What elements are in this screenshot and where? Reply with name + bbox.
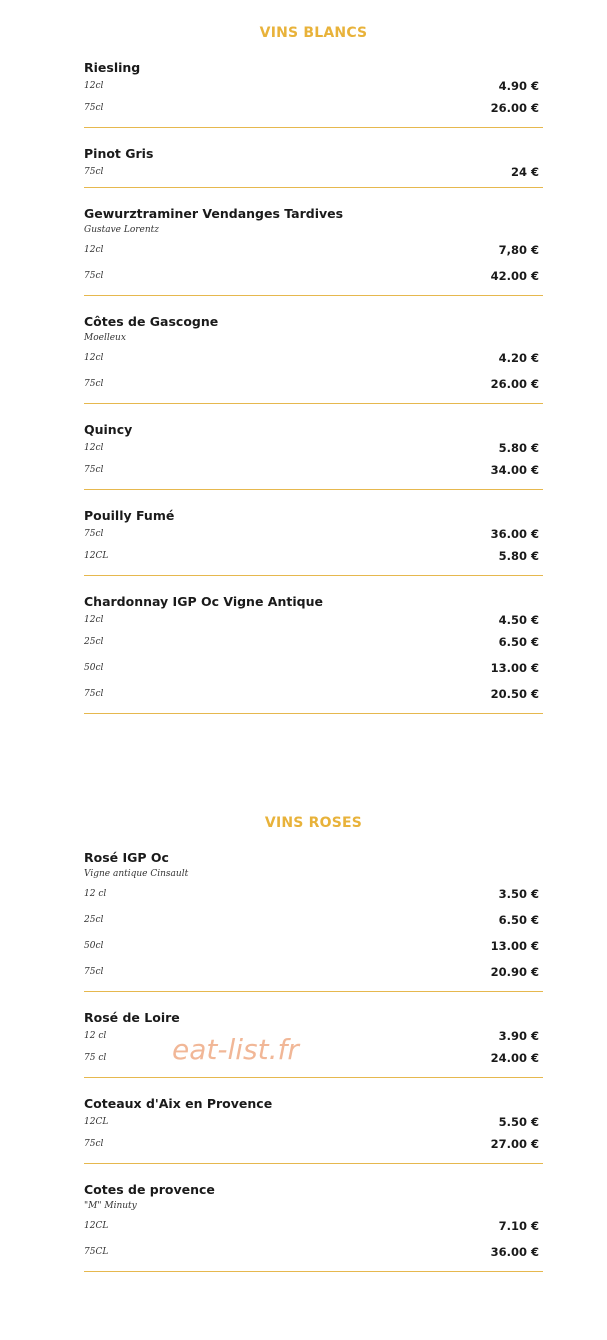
price: 42.00 € [490,269,539,283]
wine-item [84,42,543,128]
serving-size: 12cl [84,443,104,453]
wine-name: Rosé de Loire [84,1010,180,1025]
wine-name: Riesling [84,60,141,75]
price-row [84,263,543,289]
serving-size: 12cl [84,245,104,255]
price: 13.00 € [490,939,539,953]
wine-name: Coteaux d'Aix en Provence [84,1096,273,1111]
price-row [84,611,543,629]
serving-size: 25cl [84,915,104,925]
serving-size: 12CL [84,551,109,561]
wine-name: Chardonnay IGP Oc Vigne Antique [84,594,323,609]
wine-item [84,992,543,1078]
serving-size: 50cl [84,941,104,951]
serving-size: 75cl [84,967,104,977]
serving-size: 75CL [84,1247,109,1257]
price-row [84,457,543,483]
price-row [84,1213,543,1239]
serving-size: 12 cl [84,889,107,899]
price: 26.00 € [490,377,539,391]
watermark: eat-list.fr [172,1033,299,1066]
price: 3.50 € [498,887,539,901]
price: 24.00 € [490,1051,539,1065]
serving-size: 25cl [84,637,104,647]
item-list [84,832,543,1272]
section-title: VINS BLANCS [259,25,368,41]
price-row [84,1131,543,1157]
price-row [84,525,543,543]
price: 7,80 € [498,243,539,257]
price: 4.20 € [498,351,539,365]
wine-description: Moelleux [84,333,126,343]
price: 4.50 € [498,613,539,627]
serving-size: 75cl [84,689,104,699]
price: 4.90 € [498,79,539,93]
wine-item [84,832,543,992]
price-row [84,439,543,457]
serving-size: 75cl [84,271,104,281]
wine-item [84,188,543,296]
serving-size: 12cl [84,353,104,363]
serving-size: 75cl [84,379,104,389]
price-row [84,1027,543,1045]
serving-size: 12CL [84,1221,109,1231]
price-row [84,163,543,181]
serving-size: 75cl [84,103,104,113]
wine-item [84,128,543,188]
wine-name: Rosé IGP Oc [84,850,169,865]
price: 24 € [510,165,539,179]
wine-name: Côtes de Gascogne [84,314,219,329]
wine-item [84,404,543,490]
price-row [84,1045,543,1071]
price-row [84,237,543,263]
price: 20.50 € [490,687,539,701]
serving-size: 75cl [84,465,104,475]
price: 34.00 € [490,463,539,477]
price-row [84,77,543,95]
price: 5.80 € [498,441,539,455]
price: 6.50 € [498,913,539,927]
price-row [84,881,543,907]
wine-name: Pinot Gris [84,146,154,161]
serving-size: 12cl [84,81,104,91]
price: 13.00 € [490,661,539,675]
price: 6.50 € [498,635,539,649]
wine-name: Gewurztraminer Vendanges Tardives [84,206,344,221]
wine-item [84,1164,543,1272]
serving-size: 75cl [84,167,104,177]
price-row [84,1113,543,1131]
price-row [84,959,543,985]
price-row [84,629,543,655]
price: 26.00 € [490,101,539,115]
price-row [84,543,543,569]
price-row [84,655,543,681]
wine-description: Gustave Lorentz [84,225,160,235]
section-vins-roses [84,814,543,1272]
wine-item [84,490,543,576]
price: 36.00 € [490,527,539,541]
serving-size: 12cl [84,615,104,625]
serving-size: 50cl [84,663,104,673]
price: 20.90 € [490,965,539,979]
wine-item [84,576,543,714]
wine-name: Quincy [84,422,133,437]
price-row [84,371,543,397]
price: 5.50 € [498,1115,539,1129]
serving-size: 75cl [84,1139,104,1149]
wine-item [84,296,543,404]
serving-size: 12 cl [84,1031,107,1041]
wine-description: Vigne antique Cinsault [84,869,189,879]
price: 3.90 € [498,1029,539,1043]
wine-name: Pouilly Fumé [84,508,175,523]
price: 5.80 € [498,549,539,563]
section-vins-blancs [84,24,543,714]
price: 27.00 € [490,1137,539,1151]
price-row [84,681,543,707]
section-title: VINS ROSES [264,815,363,831]
price: 7.10 € [498,1219,539,1233]
serving-size: 75 cl [84,1053,107,1063]
price-row [84,95,543,121]
price-row [84,907,543,933]
price-row [84,345,543,371]
price-row [84,933,543,959]
price-row [84,1239,543,1265]
item-list [84,42,543,714]
serving-size: 12CL [84,1117,109,1127]
wine-description: "M" Minuty [84,1201,137,1211]
wine-name: Cotes de provence [84,1182,215,1197]
price: 36.00 € [490,1245,539,1259]
wine-item [84,1078,543,1164]
serving-size: 75cl [84,529,104,539]
